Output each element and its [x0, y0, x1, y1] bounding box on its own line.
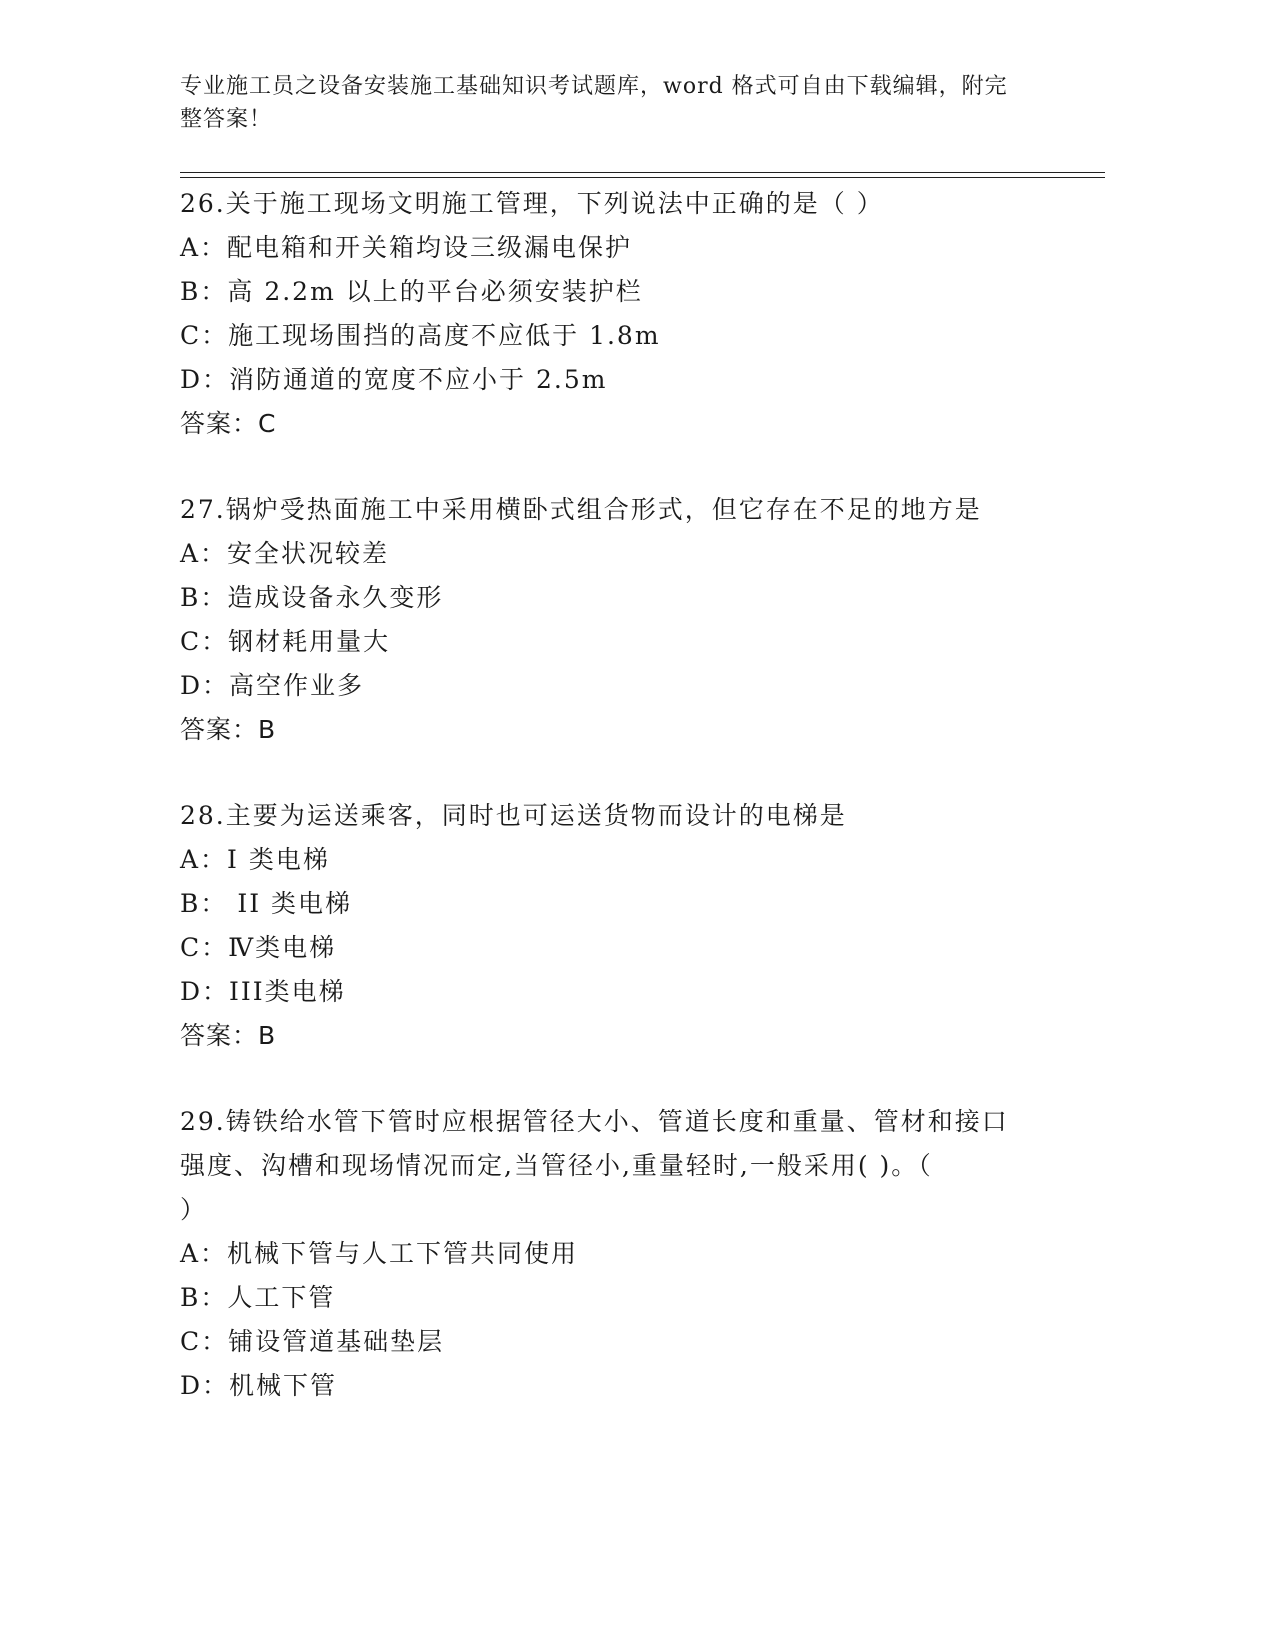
question-stem-line-1: 29.铸铁给水管下管时应根据管径大小、管道长度和重量、管材和接口 [180, 1107, 1009, 1136]
option-a: A：机械下管与人工下管共同使用 [180, 1239, 579, 1268]
question-stem-line-2: 强度、沟槽和现场情况而定,当管径小,重量轻时,一般采用( )。（ [180, 1151, 933, 1180]
question-26 [180, 182, 1060, 446]
option-c: C：施工现场围挡的高度不应低于 1.8m [180, 321, 661, 350]
option-c: C：Ⅳ类电梯 [180, 933, 337, 962]
header-divider-top [180, 172, 1105, 173]
option-b: B：造成设备永久变形 [180, 583, 444, 612]
question-list [180, 182, 1060, 1450]
option-d: D：高空作业多 [180, 671, 365, 700]
header-title-line-2: 整答案！ [180, 107, 273, 132]
option-a: A：I 类电梯 [180, 845, 330, 874]
question-28 [180, 794, 1060, 1058]
question-stem: 26.关于施工现场文明施工管理，下列说法中正确的是（ ） [180, 189, 884, 218]
option-b: B： II 类电梯 [180, 889, 353, 918]
option-d: D：机械下管 [180, 1371, 338, 1400]
document-header [180, 70, 1040, 136]
header-title-line-1: 专业施工员之设备安装施工基础知识考试题库，word 格式可自由下载编辑，附完 [180, 74, 1008, 99]
option-b: B：高 2.2m 以上的平台必须安装护栏 [180, 277, 643, 306]
answer-label: 答案：B [180, 715, 277, 744]
option-c: C：钢材耗用量大 [180, 627, 391, 656]
question-stem: 28.主要为运送乘客，同时也可运送货物而设计的电梯是 [180, 801, 847, 830]
option-a: A：安全状况较差 [180, 539, 390, 568]
option-d: D：消防通道的宽度不应小于 2.5m [180, 365, 608, 394]
question-29 [180, 1100, 1060, 1408]
answer-label: 答案：B [180, 1021, 277, 1050]
option-a: A：配电箱和开关箱均设三级漏电保护 [180, 233, 633, 262]
option-b: B：人工下管 [180, 1283, 336, 1312]
option-d: D：III类电梯 [180, 977, 346, 1006]
question-stem: 27.锅炉受热面施工中采用横卧式组合形式，但它存在不足的地方是 [180, 495, 982, 524]
header-divider-bottom [180, 177, 1105, 178]
question-27 [180, 488, 1060, 752]
option-c: C：铺设管道基础垫层 [180, 1327, 445, 1356]
question-stem-line-3: ） [180, 1195, 208, 1224]
answer-label: 答案：C [180, 409, 277, 438]
